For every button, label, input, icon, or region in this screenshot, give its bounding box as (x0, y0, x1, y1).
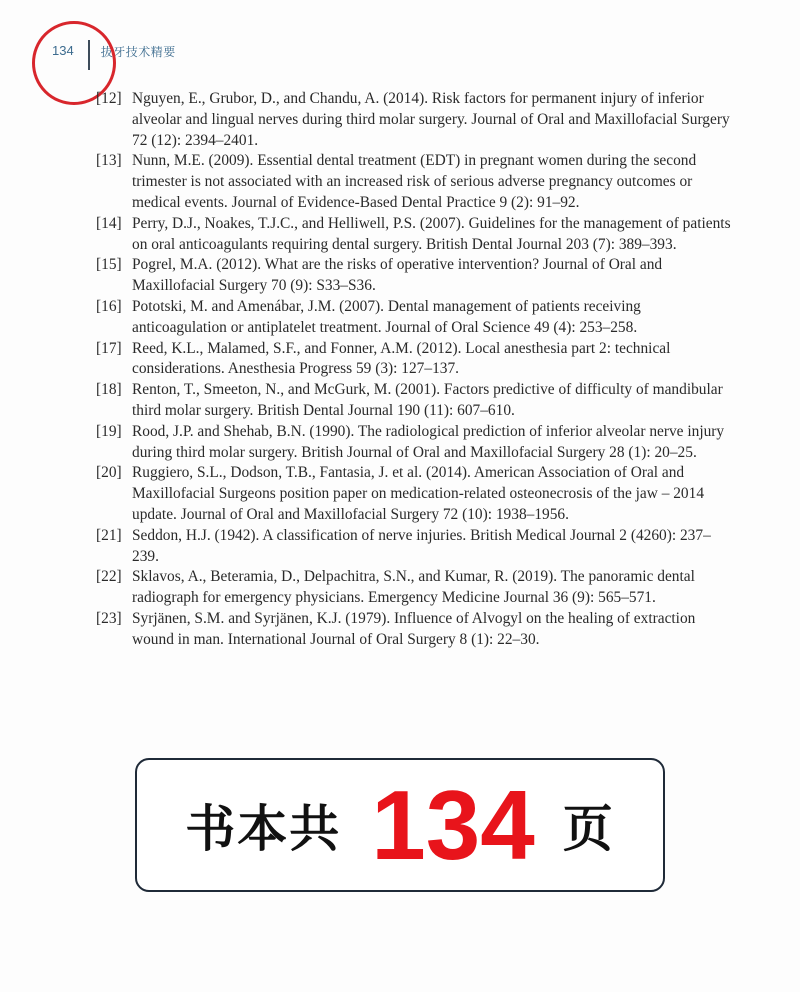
reference-text: Ruggiero, S.L., Dodson, T.B., Fantasia, J. et al. (2014). American Association of Oral and Maxillofacial Surgeons position paper on medication-related osteonecrosis of the jaw – 2014 update. Journal of Oral and Maxillofacial Surgery 72 (10): 1938–1956. (132, 464, 705, 523)
reference-text: Syrjänen, S.M. and Syrjänen, K.J. (1979). Influence of Alvogyl on the healing of extraction wound in man. International Journal of Oral Surgery 8 (1): 22–30. (132, 609, 696, 648)
reference-list (96, 89, 736, 651)
reference-item (96, 297, 736, 339)
reference-item (96, 151, 736, 213)
reference-text: Nunn, M.E. (2009). Essential dental treatment (EDT) in pregnant women during the second trimester is not associated with an increased risk of serious adverse pregnancy outcomes or medical events. Journal of Evidence-Based Dental Practice 9 (2): 91–92. (132, 152, 697, 211)
reference-item (96, 89, 736, 151)
reference-number: [14] (96, 214, 122, 232)
banner-prefix: 书本共 (185, 800, 342, 858)
reference-number: [12] (96, 90, 122, 107)
banner-suffix: 页 (562, 800, 615, 858)
reference-number: [20] (96, 464, 122, 482)
reference-number: [18] (96, 381, 122, 399)
reference-number: [23] (96, 609, 122, 627)
reference-item (96, 422, 736, 464)
reference-number: [19] (96, 422, 122, 440)
reference-text: Nguyen, E., Grubor, D., and Chandu, A. (2014). Risk factors for permanent injury of inferior alveolar and lingual nerves during third molar surgery. Journal of Oral and Maxillofacial Surgery 72 (12): 2394–2401. (132, 90, 730, 149)
reference-item (96, 463, 736, 525)
reference-text: Sklavos, A., Beteramia, D., Delpachitra, S.N., and Kumar, R. (2019). The panoramic dental radiograph for emergency physicians. Emergency Medicine Journal 36 (9): 565–571. (132, 568, 695, 607)
reference-text: Reed, K.L., Malamed, S.F., and Fonner, A.M. (2012). Local anesthesia part 2: technical considerations. Anesthesia Progress 59 (3): 127–137. (132, 339, 671, 378)
reference-text: Rood, J.P. and Shehab, B.N. (1990). The radiological prediction of inferior alveolar nerve injury during third molar surgery. British Journal of Oral and Maxillofacial Surgery 28 (1): 20–25. (132, 422, 725, 461)
reference-text: Pogrel, M.A. (2012). What are the risks of operative intervention? Journal of Oral and Maxillofacial Surgery 70 (9): S33–S36. (132, 256, 663, 295)
reference-number: [16] (96, 297, 122, 315)
reference-text: Pototski, M. and Amenábar, J.M. (2007). Dental management of patients receiving anticoagulation or antiplatelet treatment. Journal of Oral Science 49 (4): 253–258. (132, 297, 641, 336)
reference-item (96, 609, 736, 651)
running-title: 拔牙技术精要 (100, 45, 176, 59)
reference-number: [17] (96, 339, 122, 357)
reference-number: [21] (96, 526, 122, 544)
reference-item (96, 339, 736, 381)
reference-number: [15] (96, 256, 122, 274)
page-count-banner (135, 758, 665, 892)
reference-number: [13] (96, 152, 122, 170)
reference-text: Renton, T., Smeeton, N., and McGurk, M. (2001). Factors predictive of difficulty of mandibular third molar surgery. British Dental Journal 190 (11): 607–610. (132, 381, 723, 419)
reference-item (96, 526, 736, 568)
reference-text: Perry, D.J., Noakes, T.J.C., and Helliwell, P.S. (2007). Guidelines for the management of patients on oral anticoagulants requiring dental surgery. British Dental Journal 203 (7): 389–393. (132, 214, 731, 253)
reference-item (96, 255, 736, 297)
reference-number: [22] (96, 568, 122, 586)
reference-item (96, 214, 736, 256)
reference-item (96, 567, 736, 609)
reference-item (96, 380, 736, 422)
reference-text: Seddon, H.J. (1942). A classification of nerve injuries. British Medical Journal 2 (4260): 237–239. (132, 526, 711, 565)
banner-page-count: 134 (371, 770, 535, 880)
page-number: 134 (52, 43, 74, 58)
